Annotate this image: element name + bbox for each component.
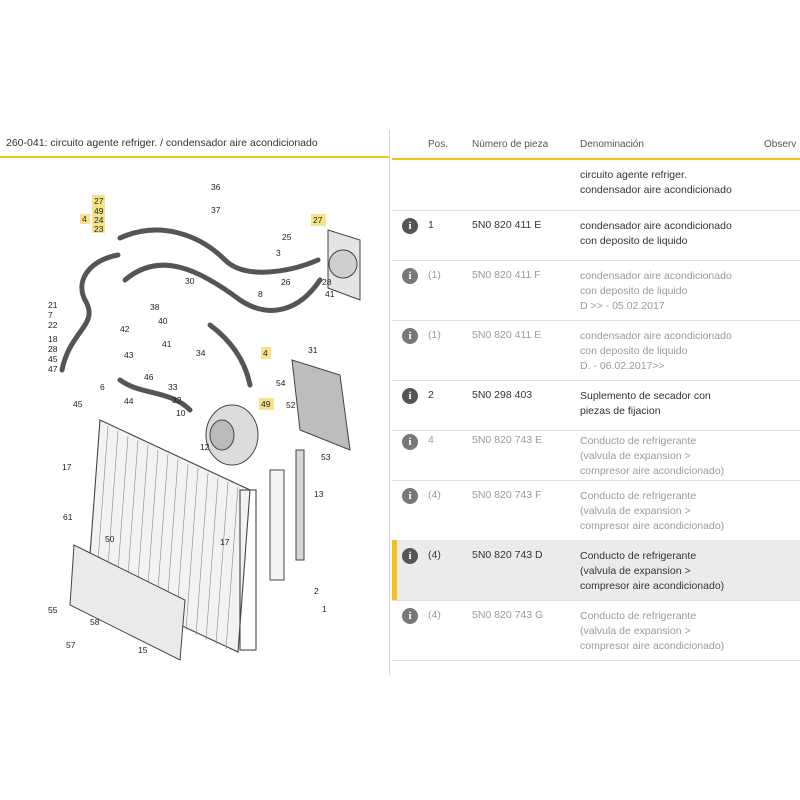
- row-name: circuito agente refriger. condensador aire acondicionado: [580, 169, 732, 196]
- table-row[interactable]: [392, 260, 800, 321]
- compressor-drawing: [206, 405, 258, 465]
- row-name: Suplemento de secador con piezas de fijacion: [580, 390, 711, 417]
- fan-drawing: [292, 230, 360, 450]
- row-part-number: 5N0 820 743 G: [472, 609, 544, 621]
- callout-4b: 4: [263, 348, 268, 358]
- header-pos: Pos.: [428, 139, 449, 150]
- table-row[interactable]: [392, 320, 800, 381]
- callout-32: 32: [172, 395, 182, 405]
- callout-17b: 17: [220, 537, 230, 547]
- diagram-title: 260-041: circuito agente refriger. / condensador aire acondicionado: [6, 137, 318, 149]
- row-pos: (4): [428, 489, 441, 501]
- row-part-number: 5N0 820 411 F: [472, 269, 541, 281]
- callout-4a: 4: [82, 214, 87, 224]
- callout-27b: 27: [313, 215, 323, 225]
- row-name: condensador aire acondicionado con deposito de liquido D >> - 05.02.2017: [580, 270, 732, 312]
- table-row[interactable]: [392, 430, 800, 481]
- panel-divider: [389, 130, 390, 675]
- callout-2: 2: [314, 586, 319, 596]
- callout-58: 58: [90, 617, 100, 627]
- info-icon[interactable]: i: [402, 218, 418, 234]
- callout-49b: 49: [261, 399, 271, 409]
- callout-50: 50: [105, 534, 115, 544]
- callout-49a: 49: [94, 206, 104, 216]
- header-name: Denominación: [580, 139, 644, 150]
- table-row[interactable]: [392, 600, 800, 661]
- header-part: Número de pieza: [472, 139, 549, 150]
- callout-18: 18: [48, 334, 58, 344]
- callout-45b: 45: [73, 399, 83, 409]
- parts-diagram[interactable]: [0, 160, 389, 680]
- callout-45: 45: [48, 354, 58, 364]
- info-icon[interactable]: i: [402, 548, 418, 564]
- row-name: Conducto de refrigerante (valvula de expansion > compresor aire acondicionado): [580, 550, 725, 592]
- row-part-number: 5N0 298 403: [472, 389, 533, 401]
- callout-3: 3: [276, 248, 281, 258]
- info-icon[interactable]: i: [402, 328, 418, 344]
- callout-44: 44: [124, 396, 134, 406]
- row-part-number: 5N0 820 743 D: [472, 549, 543, 561]
- callout-12: 12: [200, 442, 210, 452]
- callout-43: 43: [124, 350, 134, 360]
- header-obs: Observ: [764, 139, 797, 150]
- callout-55: 55: [48, 605, 58, 615]
- callout-53: 53: [321, 452, 331, 462]
- row-name: condensador aire acondicionado con deposito de liquido D. - 06.02.2017>>: [580, 330, 732, 372]
- info-icon[interactable]: i: [402, 434, 418, 450]
- row-pos: 1: [428, 219, 434, 231]
- callout-15: 15: [138, 645, 148, 655]
- callout-47: 47: [48, 364, 58, 374]
- callout-1: 1: [322, 604, 327, 614]
- title-underline: [0, 156, 389, 158]
- row-pos: (1): [428, 329, 441, 341]
- callout-24: 24: [94, 215, 104, 225]
- callout-52: 52: [286, 400, 296, 410]
- table-row: [392, 160, 800, 211]
- row-part-number: 5N0 820 743 E: [472, 434, 543, 446]
- callout-57: 57: [66, 640, 76, 650]
- table-row[interactable]: [392, 210, 800, 261]
- callout-6: 6: [100, 382, 105, 392]
- info-icon[interactable]: i: [402, 268, 418, 284]
- table-row[interactable]: [392, 380, 800, 431]
- callout-25: 25: [282, 232, 292, 242]
- callout-54: 54: [276, 378, 286, 388]
- row-name: condensador aire acondicionado con deposito de liquido: [580, 220, 732, 247]
- dryer-drawing: [270, 450, 304, 580]
- callout-37: 37: [211, 205, 221, 215]
- callout-13: 13: [314, 489, 324, 499]
- info-icon[interactable]: i: [402, 608, 418, 624]
- callout-23: 23: [94, 224, 104, 234]
- callout-17a: 17: [62, 462, 72, 472]
- callout-7: 7: [48, 310, 53, 320]
- callout-34: 34: [196, 348, 206, 358]
- callout-8: 8: [258, 289, 263, 299]
- callout-40: 40: [158, 316, 168, 326]
- callout-21: 21: [48, 300, 58, 310]
- callout-22: 22: [48, 320, 58, 330]
- selection-indicator: [392, 540, 397, 600]
- callout-31: 31: [308, 345, 318, 355]
- callout-46: 46: [144, 372, 154, 382]
- callout-42: 42: [120, 324, 130, 334]
- info-icon[interactable]: i: [402, 488, 418, 504]
- row-pos: (1): [428, 269, 441, 281]
- callout-38: 38: [150, 302, 160, 312]
- row-name: Conducto de refrigerante (valvula de expansion > compresor aire acondicionado): [580, 490, 725, 532]
- callout-28: 28: [322, 277, 332, 287]
- row-name: Conducto de refrigerante (valvula de expansion > compresor aire acondicionado): [580, 435, 725, 477]
- callout-30: 30: [185, 276, 195, 286]
- callout-36: 36: [211, 182, 221, 192]
- callout-10: 10: [176, 408, 186, 418]
- row-name: Conducto de refrigerante (valvula de expansion > compresor aire acondicionado): [580, 610, 725, 652]
- row-part-number: 5N0 820 411 E: [472, 219, 542, 231]
- callout-26: 26: [281, 277, 291, 287]
- callout-27a: 27: [94, 196, 104, 206]
- callout-41b: 41: [162, 339, 172, 349]
- callout-61: 61: [63, 512, 73, 522]
- callout-33: 33: [168, 382, 178, 392]
- row-pos: (4): [428, 549, 441, 561]
- info-icon[interactable]: i: [402, 388, 418, 404]
- table-row-selected[interactable]: [392, 540, 800, 601]
- row-part-number: 5N0 820 411 E: [472, 329, 542, 341]
- row-part-number: 5N0 820 743 F: [472, 489, 542, 501]
- table-row[interactable]: [392, 480, 800, 541]
- callout-28b: 28: [48, 344, 58, 354]
- callout-41a: 41: [325, 289, 335, 299]
- row-pos: (4): [428, 609, 441, 621]
- row-pos: 4: [428, 434, 434, 446]
- row-pos: 2: [428, 389, 434, 401]
